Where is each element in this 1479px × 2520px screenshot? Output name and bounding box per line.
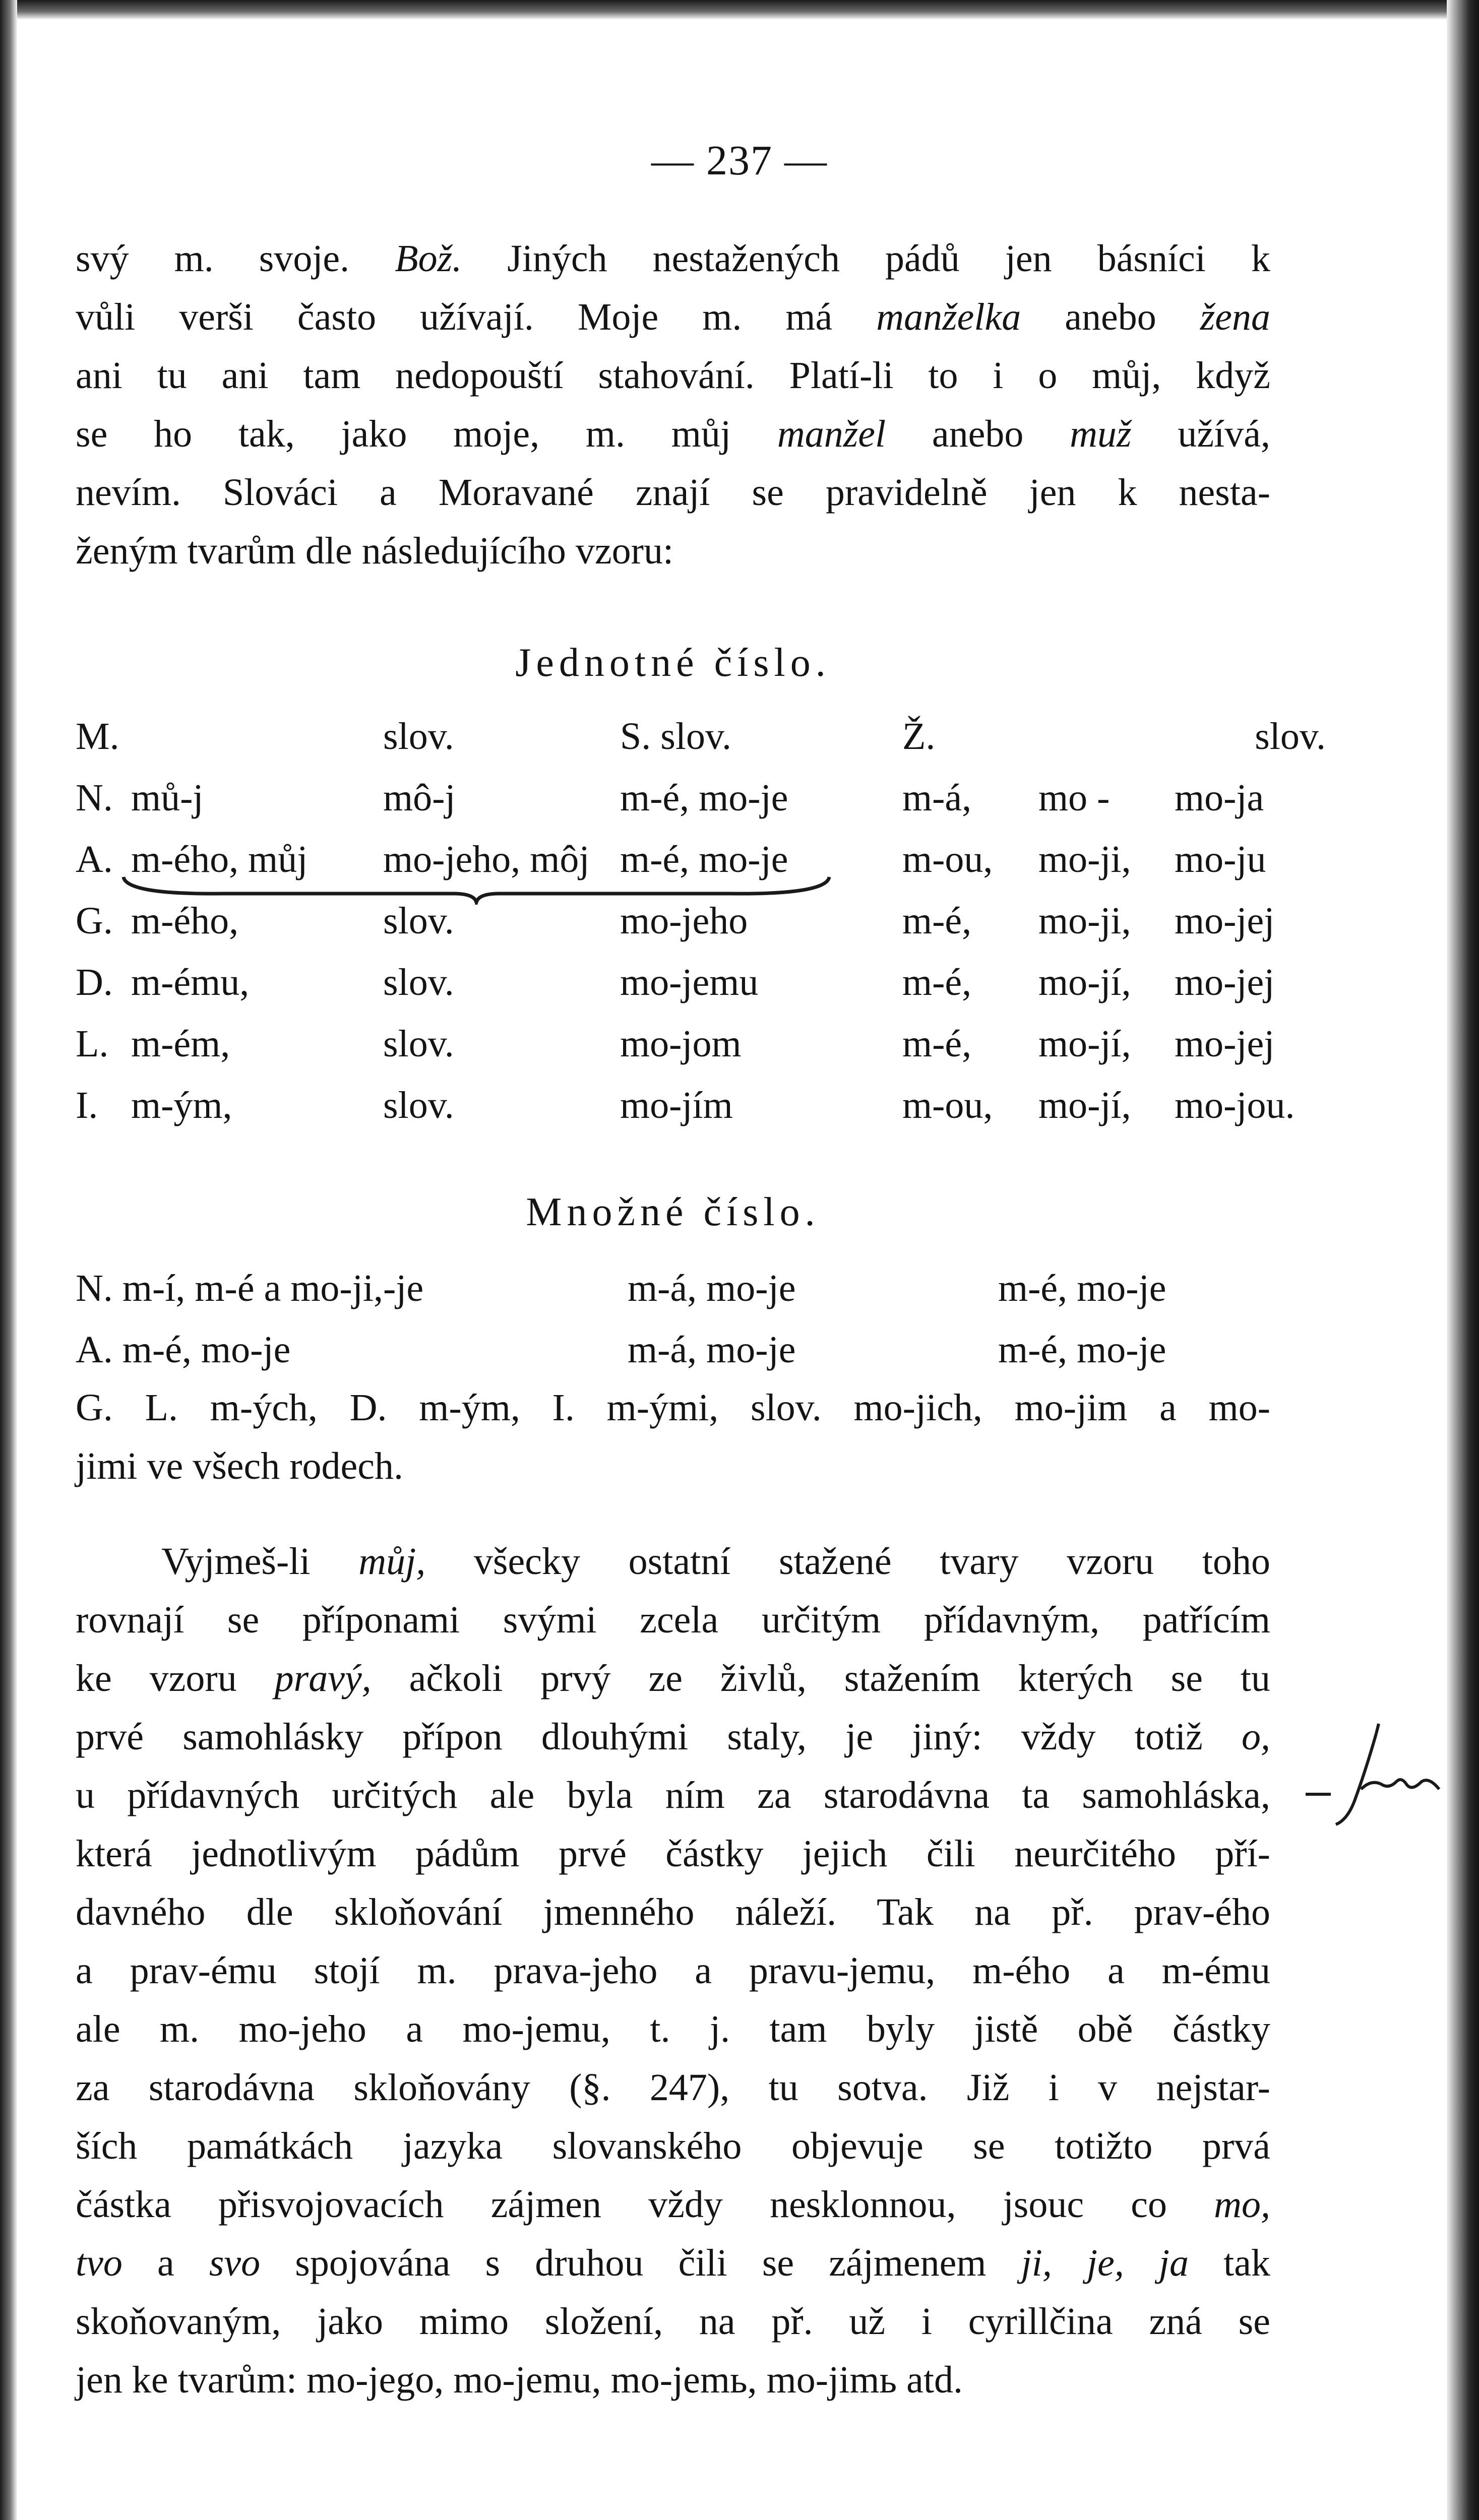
text-line <box>76 1532 1270 1591</box>
table-cell: slov. <box>383 1084 454 1126</box>
table-cell: mo-jej <box>1175 899 1275 942</box>
italic-word: o, <box>1242 1716 1270 1758</box>
text-line <box>76 1591 1270 1649</box>
singular-heading: Jednotné číslo. <box>515 641 831 685</box>
column-header: slov. <box>1255 715 1326 758</box>
plural-heading: Množné číslo. <box>526 1190 820 1234</box>
text-segment: prvé samohlásky přípon dlouhými staly, je jiný: vždy totiž <box>76 1716 1242 1758</box>
table-row <box>76 767 1326 829</box>
italic-word: manželka <box>876 296 1021 338</box>
plural-declension-table <box>76 1257 1275 1380</box>
column-header <box>1038 706 1175 767</box>
text-segment: částka přisvojovacích zájmen vždy nesklonnou, jsouc co <box>76 2183 1214 2226</box>
text-segment: u přídavných určitých ale byla ním za starodávna ta samohláska, <box>76 1774 1270 1816</box>
text-segment: ale m. mo-jeho a mo-jemu, t. j. tam byly jistě obě částky <box>76 2008 1270 2050</box>
table-cell: A. m-é, mo-je <box>76 1328 291 1371</box>
italic-word: pravý, <box>274 1657 372 1699</box>
table-cell: slov. <box>383 899 454 942</box>
text-line <box>76 1883 1270 1941</box>
table-cell: mô-j <box>383 776 456 819</box>
text-segment: a <box>122 2242 209 2284</box>
table-cell: m-ém, <box>131 1022 230 1065</box>
page-number: — 237 — <box>651 137 828 184</box>
table-cell: mo-jemu <box>620 961 759 1003</box>
table-cell: mo-jí, <box>1038 1022 1131 1065</box>
plural-line-1: G. L. m-ých, D. m-ým, I. m-ými, slov. mo-jich, mo-jim a mo- <box>76 1387 1270 1429</box>
italic-word: svo <box>209 2242 261 2284</box>
body-paragraph <box>76 1532 1270 2409</box>
table-cell: mo-jej <box>1175 1022 1275 1065</box>
table-cell: L. <box>76 1022 109 1065</box>
scan-edge-top <box>0 0 1479 19</box>
text-segment: užívá, <box>1131 413 1271 455</box>
text-segment: anebo <box>886 413 1070 455</box>
text-line <box>76 2000 1270 2058</box>
italic-word: žena <box>1200 296 1270 338</box>
text-line <box>76 2234 1270 2292</box>
column-header: S. slov. <box>620 715 732 758</box>
table-cell: mo-jom <box>620 1022 742 1065</box>
text-segment: davného dle skloňování jmenného náleží. Tak na př. prav-ého <box>76 1891 1270 1933</box>
singular-declension-table <box>76 706 1326 1136</box>
table-cell: m-ým, <box>131 1084 232 1126</box>
text-line <box>76 2351 1270 2409</box>
table-cell: slov. <box>383 961 454 1003</box>
italic-word: mo, <box>1214 2183 1270 2226</box>
table-header-row <box>76 706 1326 767</box>
text-segment: ačkoli prvý ze živlů, stažením kterých se tu <box>371 1657 1270 1699</box>
text-line <box>76 522 1270 580</box>
text-segment: ani tu ani tam nedopouští stahování. Platí-li to i o můj, když <box>76 354 1270 397</box>
table-cell: m-á, <box>902 776 972 819</box>
table-cell: mo-jeho, môj <box>383 838 590 880</box>
text-line <box>76 463 1270 522</box>
table-cell: N. m-í, m-é a mo-ji,-je <box>76 1267 424 1309</box>
text-segment: vůli verši často užívají. Moje m. má <box>76 296 877 338</box>
table-cell: m-ému, <box>131 961 250 1003</box>
table-cell: m-é, <box>902 1022 972 1065</box>
table-cell: m-ou, <box>902 838 993 880</box>
text-segment: skoňovaným, jako mimo složení, na př. už i cyrillčina zná se <box>76 2300 1270 2343</box>
table-cell: m-á, mo-je <box>628 1267 796 1309</box>
scan-edge-left <box>0 0 17 2520</box>
text-segment: tak <box>1189 2242 1271 2284</box>
text-segment: ženým tvarům dle následujícího vzoru: <box>76 530 674 572</box>
italic-word: tvo <box>76 2242 122 2284</box>
italic-word: ji, je, ja <box>1021 2242 1189 2284</box>
text-segment: spojována s druhou čili se zájmenem <box>260 2242 1021 2284</box>
text-line <box>76 346 1270 405</box>
text-segment: ších památkách jazyka slovanského objevuje se totižto prvá <box>76 2125 1270 2167</box>
table-cell: m-ého, <box>131 899 239 942</box>
text-segment: ke vzoru <box>76 1657 275 1699</box>
table-cell: I. <box>76 1084 98 1126</box>
text-segment: se ho tak, jako moje, m. můj <box>76 413 777 455</box>
table-cell: slov. <box>383 1022 454 1065</box>
text-segment: Vyjmeš-li <box>161 1540 359 1583</box>
text-line <box>76 1766 1270 1824</box>
text-line <box>76 2058 1270 2117</box>
table-cell: mo - <box>1038 776 1110 819</box>
table-cell: mo-ji, <box>1038 899 1131 942</box>
table-cell: G. <box>76 899 113 942</box>
table-cell: mo-jím <box>620 1084 733 1126</box>
text-line <box>76 1708 1270 1766</box>
column-header: slov. <box>383 715 454 758</box>
column-header <box>131 706 383 767</box>
text-line <box>76 405 1270 463</box>
table-row <box>76 1075 1326 1136</box>
table-cell: mo-jeho <box>620 899 748 942</box>
table-cell: mo-jí, <box>1038 961 1131 1003</box>
table-row <box>76 1257 1275 1319</box>
table-cell: mo-ja <box>1175 776 1264 819</box>
table-cell: mo-jej <box>1175 961 1275 1003</box>
curly-brace-mark <box>121 874 832 905</box>
text-segment: rovnají se příponami svými zcela určitým přídavným, patřícím <box>76 1599 1270 1641</box>
text-segment: nevím. Slováci a Moravané znají se pravidelně jen k nesta- <box>76 471 1270 514</box>
column-header: M. <box>76 715 119 758</box>
table-row <box>76 952 1326 1013</box>
plural-summary <box>76 1378 1270 1495</box>
intro-paragraph <box>76 229 1270 580</box>
handwritten-margin-note <box>1301 1714 1447 1835</box>
text-line <box>76 1824 1270 1883</box>
italic-word: můj, <box>358 1540 426 1583</box>
table-cell: m-é, mo-je <box>620 838 788 880</box>
table-cell: mo-ju <box>1175 838 1266 880</box>
table-cell: m-é, mo-je <box>620 776 788 819</box>
text-line <box>76 2117 1270 2175</box>
text-segment: která jednotlivým pádům prvé částky jejich čili neurčitého pří- <box>76 1833 1270 1875</box>
text-segment: všecky ostatní stažené tvary vzoru toho <box>425 1540 1270 1583</box>
table-cell: m-ou, <box>902 1084 993 1126</box>
column-header: Ž. <box>902 715 936 758</box>
table-row <box>76 1319 1275 1380</box>
text-segment: za starodávna skloňovány (§. 247), tu sotva. Již i v nejstar- <box>76 2066 1270 2109</box>
text-segment: svý m. svoje. <box>76 237 395 280</box>
text-line <box>76 2292 1270 2351</box>
text-line <box>76 2175 1270 2234</box>
table-cell: A. <box>76 838 113 880</box>
table-cell: mo-jí, <box>1038 1084 1131 1126</box>
table-cell: mo-jou. <box>1175 1084 1295 1126</box>
table-cell: N. <box>76 776 113 819</box>
table-cell: m-é, mo-je <box>998 1328 1166 1371</box>
plural-line-2: jimi ve všech rodech. <box>76 1445 404 1487</box>
table-cell: m-á, mo-je <box>628 1328 796 1371</box>
scan-edge-right <box>1447 0 1479 2520</box>
table-cell: m-é, <box>902 961 972 1003</box>
text-segment: Jiných nestažených pádů jen básníci k <box>462 237 1270 280</box>
table-cell: mů-j <box>131 776 204 819</box>
text-segment: anebo <box>1021 296 1200 338</box>
table-cell: m-é, mo-je <box>998 1267 1166 1309</box>
table-cell: m-ého, můj <box>131 838 308 880</box>
table-cell: mo-ji, <box>1038 838 1131 880</box>
text-segment: a prav-ému stojí m. prava-jeho a pravu-jemu, m-ého a m-ému <box>76 1949 1270 1992</box>
text-segment: jen ke tvarům: mo-jego, mo-jemu, mo-jemь, mo-jimь atd. <box>76 2359 963 2401</box>
table-row <box>76 1013 1326 1075</box>
italic-word: Bož. <box>395 237 462 280</box>
italic-word: manžel <box>777 413 886 455</box>
text-line <box>76 288 1270 346</box>
text-line <box>76 1649 1270 1708</box>
table-cell: D. <box>76 961 113 1003</box>
text-line <box>76 1941 1270 2000</box>
italic-word: muž <box>1070 413 1132 455</box>
table-cell: m-é, <box>902 899 972 942</box>
text-line <box>76 229 1270 288</box>
